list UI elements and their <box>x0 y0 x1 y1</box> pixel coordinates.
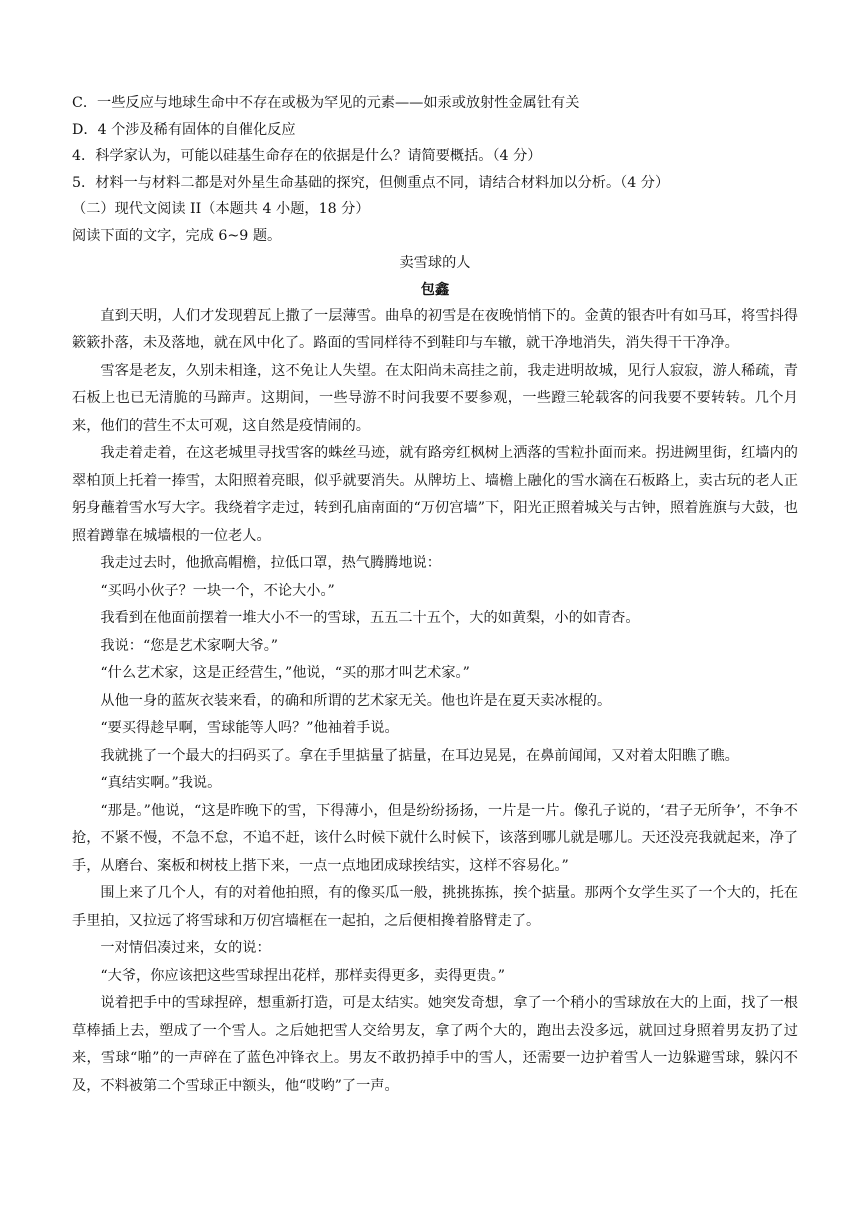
article-paragraph: “大爷，你应该把这些雪球捏出花样，那样卖得更多，卖得更贵。” <box>100 967 506 984</box>
article-paragraph: 我走着走着，在这老城里寻找雪客的蛛丝马迹，就有路旁红枫树上洒落的雪粒扑面而来。拐进阙里街，红墙内的翠柏顶上托着一捧雪，太阳照着亮眼，似乎就要消失。从牌坊上、墙檐上融化的雪水滴在石板路上，卖古玩的老人正躬身蘸着雪水写大字。我绕着字走过，转到孔庙南面的“万仞宫墙”下，阳光正照着城关与古钟，照着旌旗与大鼓，也照着蹲靠在城墙根的一位老人。 <box>72 445 798 544</box>
article-paragraph: 一对情侣凑过来，女的说： <box>100 940 271 957</box>
article-paragraph: “那是。”他说，“这是昨晚下的雪，下得薄小，但是纷纷扬扬，一片是一片。像孔子说的，‘君子无所争’，不争不抢，不紧不慢，不急不怠，不追不赶，该什么时候下就什么时候下，该落到哪儿就是哪儿。天还没亮我就起来，净了手，从磨台、案板和树枝上揩下来，一点一点地团成球挨结实，这样不容易化。” <box>72 802 798 874</box>
article-paragraph: 我看到在他面前摆着一堆大小不一的雪球，五五二十五个，大的如黄梨，小的如青杏。 <box>100 610 640 627</box>
article-title: 卖雪球的人 <box>399 254 471 271</box>
article-paragraph: “真结实啊。”我说。 <box>100 775 222 792</box>
article-paragraph: “什么艺术家，这是正经营生，”他说，“买的那才叫艺术家。” <box>100 665 470 682</box>
question-option-c: C．一些反应与地球生命中不存在或极为罕见的元素——如汞或放射性金属钍有关 <box>72 95 580 111</box>
article-paragraph: 说着把手中的雪球捏碎，想重新打造，可是太结实。她突发奇想，拿了一个稍小的雪球放在大的上面，找了一根草棒插上去，塑成了一个雪人。之后她把雪人交给男友，拿了两个大的，跑出去没多远，就回过身照着男友扔了过来，雪球“啪”的一声碎在了蓝色冲锋衣上。男友不敢扔掉手中的雪人，还需要一边护着雪人一边躲避雪球，躲闪不及，不料被第二个雪球正中额头，他“哎哟”了一声。 <box>72 995 798 1094</box>
article-paragraph: 直到天明，人们才发现碧瓦上撒了一层薄雪。曲阜的初雪是在夜晚悄悄下的。金黄的银杏叶有如马耳，将雪抖得簌簌扑落，未及落地，就在风中化了。路面的雪同样待不到鞋印与车辙，就干净地消失，消失得干干净净。 <box>72 307 798 352</box>
question-4: 4．科学家认为，可能以硅基生命存在的依据是什么？请简要概括。（4 分） <box>72 148 542 165</box>
article-paragraph: “要买得趁早啊，雪球能等人吗？”他袖着手说。 <box>100 720 399 737</box>
article-paragraph: 围上来了几个人，有的对着他拍照，有的像买瓜一般，挑挑拣拣，挨个掂量。那两个女学生买了一个大的，托在手里拍，又拉远了将雪球和万仞宫墙框在一起拍，之后便相搀着胳臂走了。 <box>72 885 798 929</box>
article-paragraph: 我就挑了一个最大的扫码买了。拿在手里掂量了掂量，在耳边晃晃，在鼻前闻闻，又对着太阳瞧了瞧。 <box>100 747 739 764</box>
article-paragraph: 我走过去时，他掀高帽檐，拉低口罩，热气腾腾地说： <box>100 555 441 572</box>
section-heading: （二）现代文阅读 II（本题共 4 小题，18 分） <box>72 201 370 218</box>
section-instruction: 阅读下面的文字，完成 6~9 题。 <box>72 227 282 244</box>
question-5: 5．材料一与材料二都是对外星生命基础的探究，但侧重点不同，请结合材料加以分析。（4 分） <box>72 174 670 191</box>
article-paragraph: “买吗小伙子？一块一个，不论大小。” <box>100 582 335 599</box>
document-page <box>72 90 798 1100</box>
question-option-d: D．4 个涉及稀有固体的自催化反应 <box>72 121 296 138</box>
article-author: 包鑫 <box>420 281 450 298</box>
article-paragraph: 我说：“您是艺术家啊大爷。” <box>100 637 279 654</box>
article-paragraph: 雪客是老友，久别未相逢，这不免让人失望。在太阳尚未高挂之前，我走进明故城，见行人寂寂，游人稀疏，青石板上也已无清脆的马蹄声。这期间，一些导游不时问我要不要参观，一些蹬三轮载客的问我要不要转转。几个月来，他们的营生不太可观，这自然是疫情闹的。 <box>72 362 798 434</box>
article-paragraph: 从他一身的蓝灰衣装来看，的确和所谓的艺术家无关。他也许是在夏天卖冰棍的。 <box>100 692 612 709</box>
